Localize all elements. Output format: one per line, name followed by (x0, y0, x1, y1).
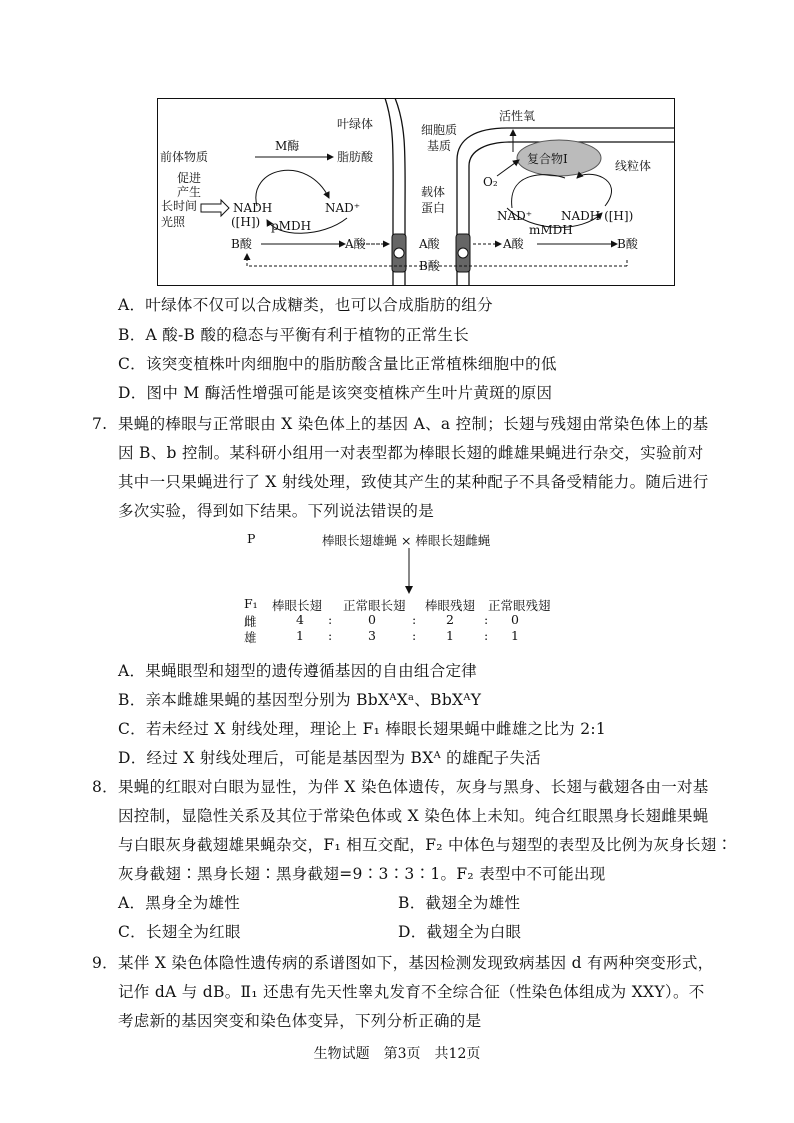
label-mitochondrion: 线粒体 (615, 159, 652, 173)
q8-stem-4: 灰身截翅∶黑身长翅∶黑身截翅=9∶3∶3∶1。F₂ 表型中不可能出现 (118, 865, 606, 883)
cross-female-1: 4 (296, 612, 304, 627)
cross-colon: : (412, 628, 417, 643)
label-m-enzyme: M酶 (275, 139, 300, 153)
label-light: 光照 (161, 215, 186, 229)
label-o2: O₂ (483, 175, 498, 189)
q8-option-b: B．截翅全为雄性 (398, 894, 521, 912)
cross-male-2: 3 (368, 628, 376, 643)
label-active-oxygen: 活性氧 (499, 109, 536, 123)
q9-stem-1: 某伴 X 染色体隐性遗传病的系谱图如下，基因检测发现致病基因 d 有两种突变形式， (118, 954, 714, 972)
page-footer: 生物试题 第3页 共12页 (313, 1046, 481, 1062)
label-nadh-right: NADH ([H]) (561, 209, 634, 223)
label-a-acid-right: A酸 (503, 237, 524, 251)
cross-male-label: 雄 (244, 630, 257, 645)
label-cytoplasm: 细胞质 (421, 123, 458, 137)
q8-number: 8． (92, 778, 118, 796)
q9-stem-2: 记作 dA 与 dB。Ⅱ₁ 还患有先天性睾丸发育不全综合征（性染色体组成为 XXY）。不 (118, 983, 705, 1001)
label-pmdh: pMDH (271, 219, 312, 233)
cross-header-2: 正常眼长翅 (343, 598, 406, 613)
label-nad-left: NAD⁺ (325, 201, 361, 215)
q8-stem-3: 与白眼灰身截翅雄果蝇杂交，F₁ 相互交配，F₂ 中体色与翅型的表型及比例为灰身长翅∶ (118, 836, 733, 854)
cross-colon: : (484, 612, 489, 627)
label-promote: 促进 (177, 171, 202, 185)
q7-option-b: B．亲本雌雄果蝇的基因型分别为 BbXᴬXᵃ、BbXᴬY (118, 691, 482, 709)
label-long-time: 长时间 (161, 199, 198, 213)
label-mmdh: mMDH (529, 223, 573, 237)
q8-stem-1: 果蝇的红眼对白眼为显性，为伴 X 染色体遗传，灰身与黑身、长翅与截翅各由一对基 (118, 778, 709, 796)
label-nadh-left: NADH (233, 201, 273, 215)
q7-number: 7. (92, 415, 108, 433)
cross-f1-label: F₁ (244, 596, 258, 611)
label-b-acid-mid: B酸 (419, 259, 440, 273)
cross-female-label: 雌 (244, 614, 257, 629)
cross-header-4: 正常眼残翅 (488, 598, 551, 613)
cross-header-1: 棒眼长翅 (272, 598, 323, 613)
figure-frame (158, 99, 675, 286)
label-b-acid-left: B酸 (231, 237, 252, 251)
label-produce: 产生 (177, 185, 202, 199)
q8-stem-2: 因控制，显隐性关系及其位于常染色体或 X 染色体上未知。纯合红眼黑身长翅雌果蝇 (118, 807, 709, 825)
q7-stem-4: 多次实验，得到如下结果。下列说法错误的是 (118, 502, 435, 520)
cross-female-2: 0 (368, 612, 376, 627)
q7-option-c: C．若未经过 X 射线处理，理论上 F₁ 棒眼长翅果蝇中雌雄之比为 2:1 (118, 720, 607, 738)
q6-option-d: D．图中 M 酶活性增强可能是该突变植株产生叶片黄斑的原因 (118, 384, 553, 402)
q7-stem-1: 果蝇的棒眼与正常眼由 X 染色体上的基因 A、a 控制；长翅与残翅由常染色体上的基 (118, 415, 709, 433)
label-chloroplast: 叶绿体 (337, 117, 374, 131)
cross-colon: : (328, 612, 333, 627)
q6-option-c: C．该突变植株叶肉细胞中的脂肪酸含量比正常植株细胞中的低 (118, 355, 557, 373)
label-h-left: ([H]) (231, 215, 261, 229)
cross-parents: 棒眼长翅雄蝇 × 棒眼长翅雌蝇 (322, 533, 491, 548)
q7-option-d: D．经过 X 射线处理后，可能是基因型为 BXᴬ 的雄配子失活 (118, 749, 541, 767)
label-carrier: 载体 (421, 185, 446, 199)
label-fatty-acid: 脂肪酸 (337, 150, 374, 164)
label-a-acid-mid: A酸 (419, 237, 440, 251)
cross-female-4: 0 (511, 612, 519, 627)
q8-option-c: C．长翅全为红眼 (118, 923, 241, 941)
cross-female-3: 2 (446, 612, 454, 627)
cross-male-1: 1 (296, 628, 304, 643)
cross-header-3: 棒眼残翅 (425, 598, 476, 613)
label-precursor: 前体物质 (160, 150, 209, 164)
cross-male-4: 1 (511, 628, 519, 643)
q7-stem-3: 其中一只果蝇进行了 X 射线处理，致使其产生的某种配子不具备受精能力。随后进行 (118, 473, 709, 491)
q7-stem-2: 因 B、b 控制。某科研小组用一对表型都为棒眼长翅的雌雄果蝇进行杂交，实验前对 (118, 444, 704, 462)
q9-number: 9． (92, 954, 118, 972)
q9-stem-3: 考虑新的基因突变和染色体变异，下列分析正确的是 (118, 1012, 482, 1030)
q7-option-a: A．果蝇眼型和翅型的遗传遵循基因的自由组合定律 (118, 662, 478, 680)
q8-option-a: A．黑身全为雄性 (118, 894, 241, 912)
label-a-acid-left: A酸 (345, 237, 366, 251)
cross-arrow (404, 548, 414, 594)
q6-option-b: B．A 酸-B 酸的稳态与平衡有利于植物的正常生长 (118, 326, 470, 344)
label-complex-i: 复合物Ⅰ (527, 152, 568, 166)
cross-colon: : (412, 612, 417, 627)
cross-male-3: 1 (446, 628, 454, 643)
label-b-acid-right: B酸 (617, 237, 638, 251)
cross-colon: : (328, 628, 333, 643)
cross-p-label: P (247, 531, 256, 546)
q6-option-a: A．叶绿体不仅可以合成糖类，也可以合成脂肪的组分 (118, 296, 493, 314)
label-cytoplasm-2: 基质 (427, 139, 452, 153)
label-protein: 蛋白 (421, 201, 446, 215)
cross-colon: : (484, 628, 489, 643)
metabolism-diagram (157, 98, 675, 286)
q8-option-d: D．截翅全为白眼 (398, 923, 522, 941)
label-nad-right: NAD⁺ (497, 209, 533, 223)
